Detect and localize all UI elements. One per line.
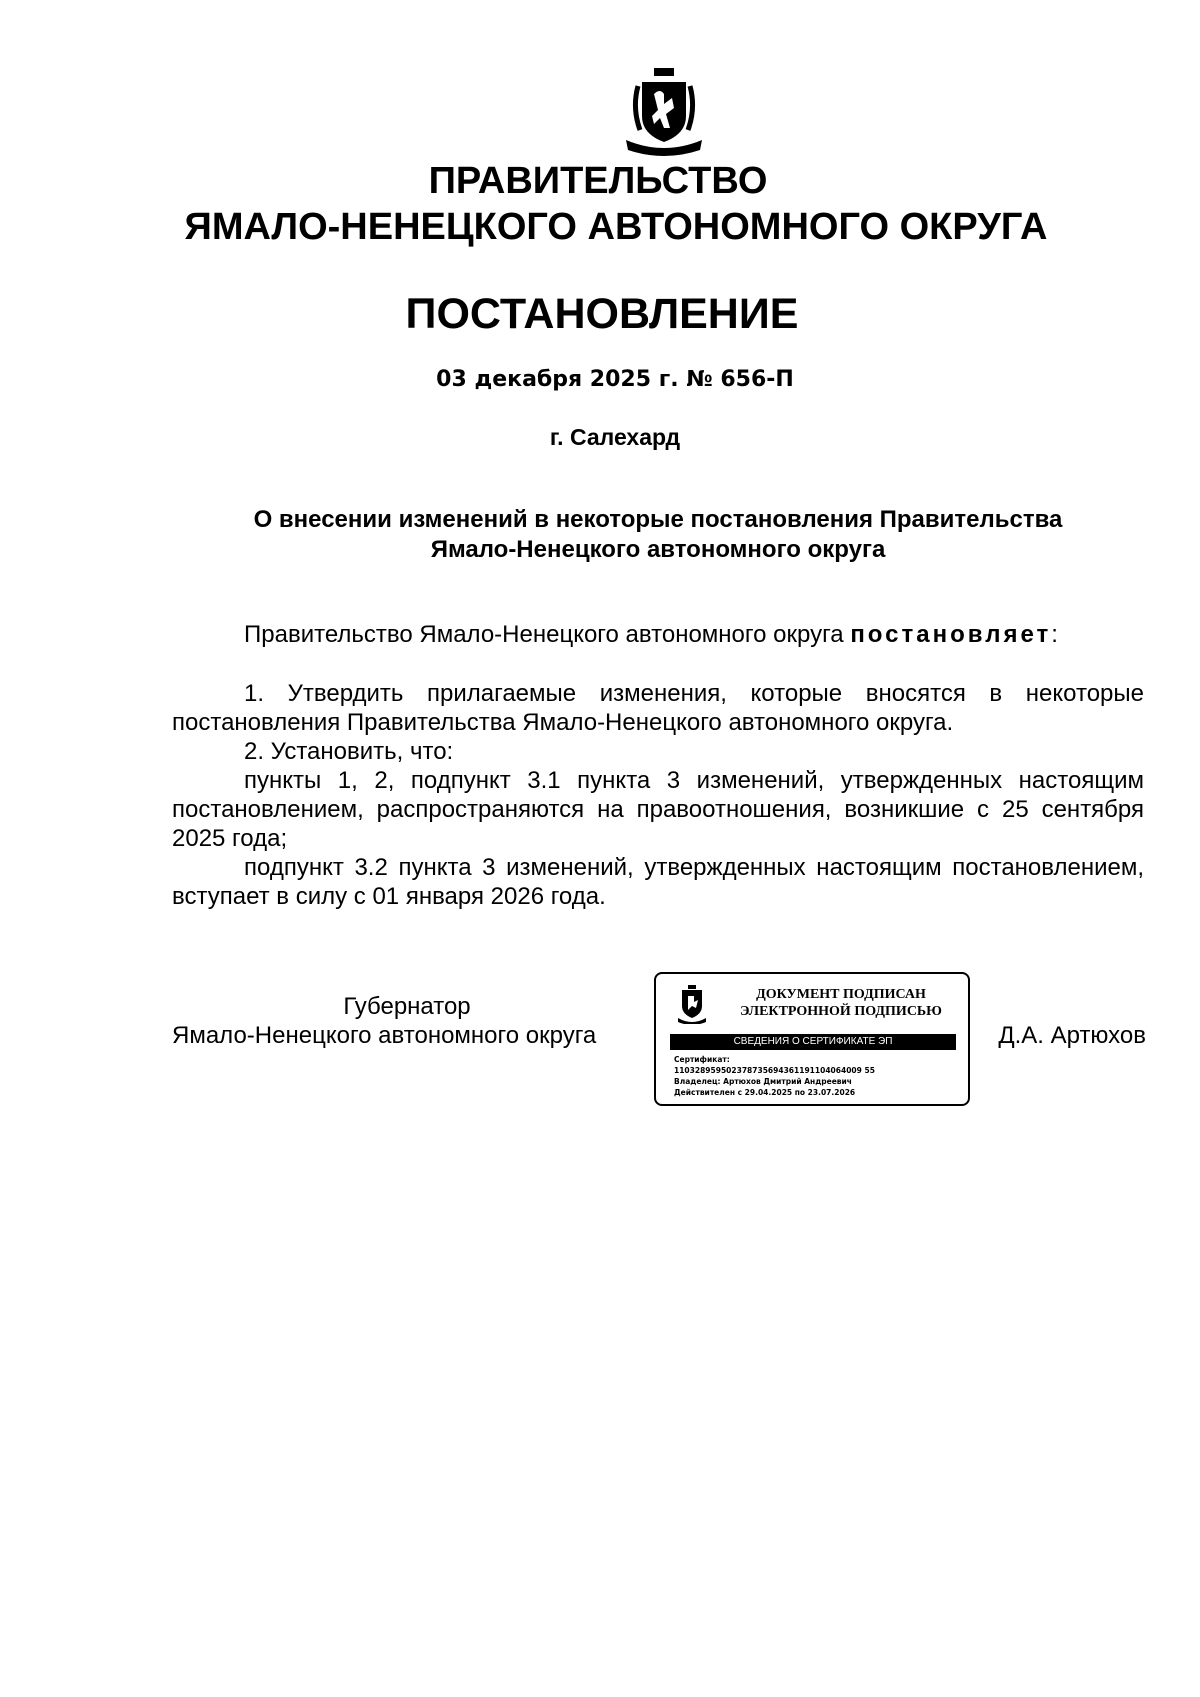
certificate-number: 110328959502378735694361191104064009 55 (674, 1066, 875, 1075)
position-line-2: Ямало-Ненецкого автономного округа (172, 1022, 597, 1049)
paragraph-1: 1. Утвердить прилагаемые изменения, которые вносятся в некоторые постановления Правительства Ямало-Ненецкого автономного округа. (172, 680, 1144, 736)
intro-text: Правительство Ямало-Ненецкого автономного округа (244, 621, 851, 648)
certificate-validity: Действителен с 29.04.2025 по 23.07.2026 (674, 1088, 856, 1097)
certificate-details (674, 1054, 964, 1098)
stamp-title-line-1: ДОКУМЕНТ ПОДПИСАН (756, 987, 926, 1002)
city: г. Салехард (549, 424, 681, 450)
paragraph-3: пункты 1, 2, подпункт 3.1 пункта 3 изменений, утвержденных настоящим постановлением, распространяются на правоотношения, возникшие с 25 сентября 2025 года; (172, 767, 1144, 852)
subject-line-2: Ямало-Ненецкого автономного округа (430, 536, 886, 563)
stamp-emblem-icon (676, 984, 708, 1024)
stamp-title-line-2: ЭЛЕКТРОННОЙ ПОДПИСЬЮ (740, 1004, 942, 1019)
certificate-owner: Владелец: Артюхов Дмитрий Андреевич (674, 1077, 852, 1086)
position-line-1: Губернатор (343, 993, 471, 1020)
coat-of-arms-emblem (624, 68, 704, 158)
document-type: ПОСТАНОВЛЕНИЕ (405, 290, 799, 338)
intro-end: : (1051, 621, 1058, 648)
document-subject (170, 505, 1146, 565)
date-and-number: 03 декабря 2025 г. № 656-П (436, 367, 794, 392)
subject-line-1: О внесении изменений в некоторые постановления Правительства (253, 506, 1063, 533)
intro-emphasis: постановляет (850, 621, 1052, 648)
signer-name: Д.А. Артюхов (998, 1022, 1146, 1049)
electronic-signature-stamp (654, 972, 970, 1106)
paragraph-4: подпункт 3.2 пункта 3 изменений, утвержденных настоящим постановлением, вступает в силу с 01 января 2026 года. (172, 854, 1144, 910)
certificate-label: Сертификат: (674, 1055, 730, 1064)
intro-paragraph (172, 620, 1200, 649)
organization-subtitle: ЯМАЛО-НЕНЕЦКОГО АВТОНОМНОГО ОКРУГА (184, 206, 1048, 248)
organization-title: ПРАВИТЕЛЬСТВО (428, 160, 768, 202)
certificate-info-bar: СВЕДЕНИЯ О СЕРТИФИКАТЕ ЭП (670, 1034, 956, 1050)
governor-position (172, 992, 642, 1050)
stamp-title (726, 986, 956, 1020)
paragraph-2: 2. Установить, что: (244, 738, 454, 765)
